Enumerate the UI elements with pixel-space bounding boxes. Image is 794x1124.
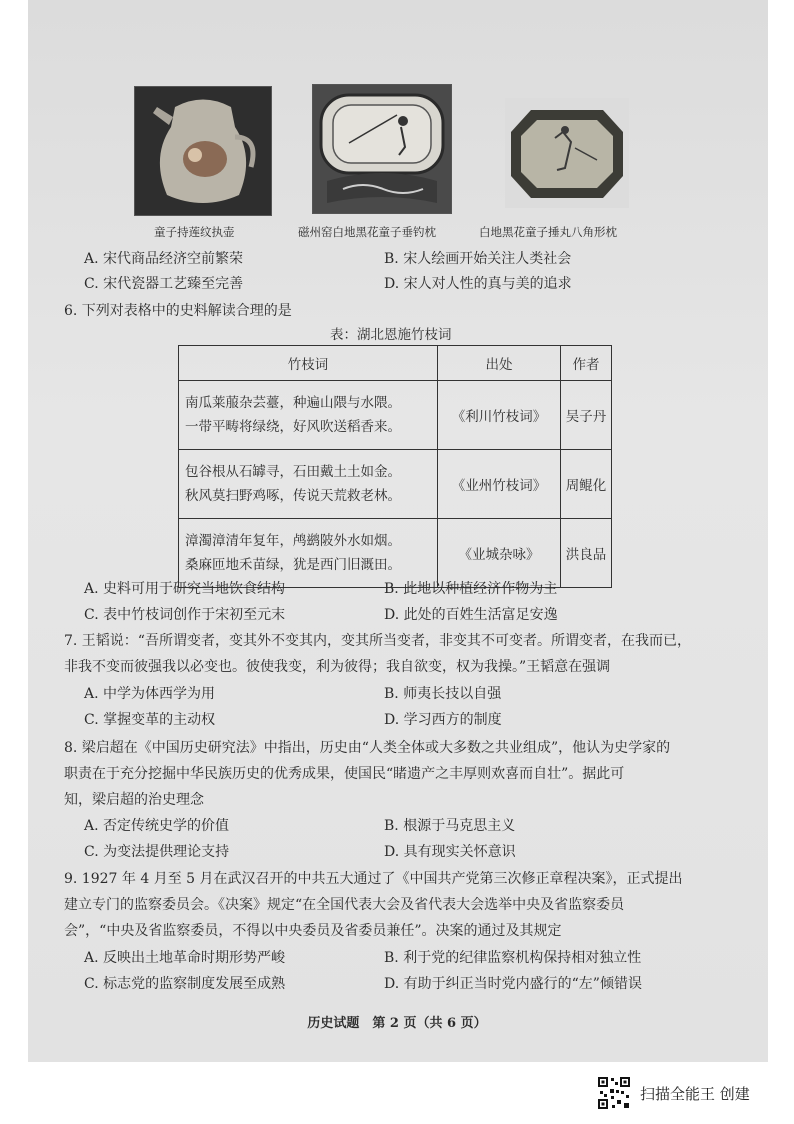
- q8-option-b[interactable]: B. 根源于马克思主义: [384, 818, 516, 834]
- q6-stem: 6. 下列对表格中的史料解读合理的是: [64, 303, 292, 319]
- fishing-pillow-photo: [312, 84, 452, 214]
- scanner-watermark-text: 扫描全能王 创建: [640, 1085, 750, 1103]
- qr-code-icon: [597, 1076, 631, 1110]
- header-source: 出处: [438, 346, 561, 381]
- poem-cell: [179, 381, 438, 450]
- author-cell: 吴子丹: [561, 381, 612, 450]
- author-cell: 周鲲化: [561, 450, 612, 519]
- pillow-illustration: [313, 85, 451, 213]
- poem-line: 包谷根从石罅寻，石田戴土土如金。: [185, 464, 401, 480]
- q6-option-a[interactable]: A. 史料可用于研究当地饮食结构: [84, 581, 286, 597]
- q8-stem-line-1: 8. 梁启超在《中国历史研究法》中指出，历史由“人类全体或大多数之共业组成”，他认为史学家的: [64, 740, 671, 756]
- caption-octagonal-pillow: 白地黑花童子捶丸八角形枕: [479, 225, 617, 239]
- poem-line: 一带平畴将绿绕，好风吹送稻香来。: [185, 419, 401, 435]
- caption-fishing-pillow: 磁州窑白地黑花童子垂钓枕: [298, 225, 436, 239]
- q7-stem-line-2: 非我不变而彼强我以必变也。彼使我变，利为彼得；我自欲变，权为我操。”王韬意在强调: [64, 659, 611, 675]
- q9-stem-line-2: 建立专门的监察委员会。《决案》规定“在全国代表大会及省代表大会选举中央及省监察委员: [64, 897, 625, 913]
- q5-option-a[interactable]: A. 宋代商品经济空前繁荣: [84, 251, 244, 267]
- source-cell: 《业州竹枝词》: [438, 450, 561, 519]
- header-author: 作者: [561, 346, 612, 381]
- poem-line: 漳濁漳清年复年，鸬鹚陂外水如烟。: [185, 533, 401, 549]
- octagonal-pillow-photo: [505, 98, 629, 208]
- q8-option-c[interactable]: C. 为变法提供理论支持: [84, 844, 230, 860]
- q5-option-b[interactable]: B. 宋人绘画开始关注人类社会: [384, 251, 572, 267]
- poem-cell: [179, 450, 438, 519]
- q9-option-c[interactable]: C. 标志党的监察制度发展至成熟: [84, 976, 286, 992]
- q6-option-b[interactable]: B. 此地以种植经济作物为主: [384, 581, 558, 597]
- source-cell: 《业城杂咏》: [438, 519, 561, 588]
- q8-option-d[interactable]: D. 具有现实关怀意识: [384, 844, 516, 860]
- q8-stem-line-3: 知，梁启超的治史理念: [64, 792, 204, 808]
- q6-option-d[interactable]: D. 此处的百姓生活富足安逸: [384, 607, 558, 623]
- q9-stem-line-3: 会”，“中央及省监察委员，不得以中央委员及省委员兼任”。决案的通过及其规定: [64, 923, 562, 939]
- poem-line: 南瓜莱菔杂芸薹，种遍山隈与水隈。: [185, 395, 401, 411]
- q5-option-d[interactable]: D. 宋人对人性的真与美的追求: [384, 276, 572, 292]
- octagon-illustration: [505, 98, 629, 208]
- source-cell: 《利川竹枝词》: [438, 381, 561, 450]
- q7-option-d[interactable]: D. 学习西方的制度: [384, 712, 502, 728]
- poem-line: 桑麻匝地禾苗绿，犹是西门旧溉田。: [185, 557, 401, 573]
- q6-table-title: 表：湖北恩施竹枝词: [330, 327, 452, 343]
- q6-option-c[interactable]: C. 表中竹枝词创作于宋初至元末: [84, 607, 286, 623]
- ewer-illustration: [135, 87, 271, 215]
- q9-option-d[interactable]: D. 有助于纠正当时党内盛行的“左”倾错误: [384, 976, 642, 992]
- q8-option-a[interactable]: A. 否定传统史学的价值: [84, 818, 230, 834]
- q9-stem-line-1: 9. 1927 年 4 月至 5 月在武汉召开的中共五大通过了《中国共产党第三次修正章程决案》，正式提出: [64, 871, 683, 887]
- ewer-photo: [134, 86, 272, 216]
- author-cell: 洪良品: [561, 519, 612, 588]
- table-row: [179, 381, 612, 450]
- q5-option-c[interactable]: C. 宋代瓷器工艺臻至完善: [84, 276, 244, 292]
- poem-line: 秋风莫扫野鸡啄，传说天荒救老林。: [185, 488, 401, 504]
- q9-option-b[interactable]: B. 利于党的纪律监察机构保持相对独立性: [384, 950, 642, 966]
- caption-ewer: 童子持莲纹执壶: [154, 225, 235, 239]
- bamboo-branch-poems-table: [178, 345, 612, 588]
- q8-stem-line-2: 职责在于充分挖掘中华民族历史的优秀成果，使国民“睹遗产之丰厚则欢喜而自壮”。据此可: [64, 766, 625, 782]
- table-row: [179, 450, 612, 519]
- table-header-row: [179, 346, 612, 381]
- q7-option-c[interactable]: C. 掌握变革的主动权: [84, 712, 216, 728]
- q7-option-a[interactable]: A. 中学为体西学为用: [84, 686, 216, 702]
- q9-option-a[interactable]: A. 反映出土地革命时期形势严峻: [84, 950, 286, 966]
- q7-option-b[interactable]: B. 师夷长技以自强: [384, 686, 502, 702]
- header-poem: 竹枝词: [179, 346, 438, 381]
- page-footer: 历史试题 第 2 页（共 6 页）: [307, 1016, 487, 1031]
- q7-stem-line-1: 7. 王韬说：“吾所谓变者，变其外不变其内，变其所当变者，非变其不可变者。所谓变者，在我而已，: [64, 633, 691, 649]
